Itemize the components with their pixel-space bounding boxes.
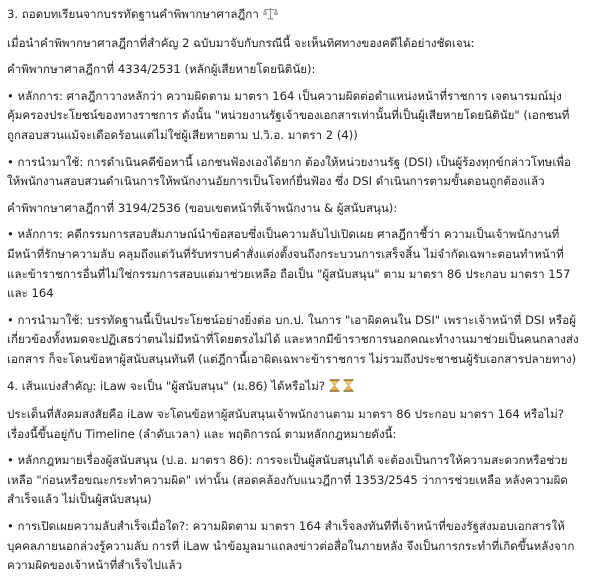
scales-icon: [263, 7, 278, 27]
bullet-label: การเปิดเผยความลับสำเร็จเมื่อใด?:: [17, 519, 189, 534]
application-label: การนำมาใช้:: [17, 312, 84, 327]
application-text: การดำเนินคดีข้อหานี้ เอกชนฟ้องเองได้ยาก ต้องให้หน่วยงานรัฐ (DSI) เป็นผู้ร้องทุกข์กล่าวโทษเพื่อให้พนักงานสอบสวนดำเนินการให้พนักงานอัยการเป็นโจทก์ยื่นฟ้อง ซึ่ง DSI ดำเนินการตามขั้นตอนถูกต้องแล้ว: [7, 154, 571, 189]
case-2-principle: • หลักการ: คดีกรรมการสอบสัมภาษณ์นำข้อสอบซึ่งเป็นความลับไปเปิดเผย ศาลฎีกาชี้ว่า ความเป็นเจ้าพนักงานที่มีหน้าที่รักษาความลับ คลุมถึงแต่วันที่รับทราบคำสั่งแต่งตั้งจนถึงกระบวนการเสร็จสิ้น ไม่จำกัดเฉพาะตอนทำหน้าที่ และข้าราชการอื่นที่ไม่ใช่กรรมการสอบแต่มาช่วยเหลือ ถือเป็น "ผู้สนับสนุน" ตาม มาตรา 86 ประกอบ มาตรา 157 และ 164: [7, 227, 571, 301]
principle-label: หลักการ:: [17, 88, 63, 103]
section-4-bullet-1: • หลักกฎหมายเรื่องผู้สนับสนุน (ป.อ. มาตรา 86): การจะเป็นผู้สนับสนุนได้ จะต้องเป็นการให้ความสะดวกหรือช่วยเหลือ "ก่อนหรือขณะกระทำความผิด" เท่านั้น (สอดคล้องกับแนวฎีกาที่ 1353/2545 ว่าการช่วยเหลือ หลังความผิดสำเร็จแล้ว ไม่เป็นผู้สนับสนุน): [7, 453, 568, 507]
principle-text: คดีกรรมการสอบสัมภาษณ์นำข้อสอบซึ่งเป็นความลับไปเปิดเผย ศาลฎีกาชี้ว่า ความเป็นเจ้าพนักงานที่มีหน้าที่รักษาความลับ คลุมถึงแต่วันที่รับทราบคำสั่งแต่งตั้งจนถึงกระบวนการเสร็จสิ้น ไม่จำกัดเฉพาะตอนทำหน้าที่ และข้าราชการอื่นที่ไม่ใช่กรรมการสอบแต่มาช่วยเหลือ ถือเป็น "ผู้สนับสนุน" ตาม มาตรา 86 ประกอบ มาตรา 157 และ 164: [7, 227, 571, 301]
case-1-principle: • หลักการ: ศาลฎีกาวางหลักว่า ความผิดตาม มาตรา 164 เป็นความผิดต่อตำแหน่งหน้าที่ราชการ เจตนารมณ์มุ่งคุ้มครองประโยชน์ของทางราชการ ดังนั้น "หน่วยงานรัฐเจ้าของเอกสารเท่านั้นที่เป็นผู้เสียหายโดยนิตินัย" (เอกชนที่ถูกสอบสวนแม้จะเดือดร้อนแต่ไม่ใช่ผู้เสียหายตาม ป.วิ.อ. มาตรา 2 (4)): [7, 88, 570, 142]
section-4-heading: 4. เส้นแบ่งสำคัญ: iLaw จะเป็น "ผู้สนับสนุน" (ม.86) ได้หรือไม่?: [7, 377, 579, 399]
section-4-bullet-2: • การเปิดเผยความลับสำเร็จเมื่อใด?: ความผิดตาม มาตรา 164 สำเร็จลงทันทีที่เจ้าหน้าที่ของรัฐส่งมอบเอกสารให้บุคคลภายนอกล่วงรู้ความลับ การที่ iLaw นำข้อมูลมาแถลงข่าวต่อสื่อในภายหลัง จึงเป็นการกระทำที่เกิดขึ้นหลังจากความผิดของเจ้าหน้าที่สำเร็จไปแล้ว: [7, 519, 575, 573]
application-text: บรรทัดฐานนี้เป็นประโยชน์อย่างยิ่งต่อ บก.ป. ในการ "เอาผิดคนใน DSI" เพราะเจ้าหน้าที่ DSI หรือผู้เกี่ยวข้องทั้งหมดจะปฏิเสธว่าตนไม่มีหน้าที่โดยตรงไม่ได้ และหากมีข้าราชการนอกคณะทำงานมาช่วยเป็นคนกลางส่งเอกสาร ก็จะโดนข้อหาผู้สนับสนุนทันที (แต่ฎีกานี้เอาผิดเฉพาะข้าราชการ ไม่รวมถึงประชาชนผู้รับเอกสารปลายทาง): [7, 312, 579, 366]
case-2-application: • การนำมาใช้: บรรทัดฐานนี้เป็นประโยชน์อย่างยิ่งต่อ บก.ป. ในการ "เอาผิดคนใน DSI" เพราะเจ้าหน้าที่ DSI หรือผู้เกี่ยวข้องทั้งหมดจะปฏิเสธว่าตนไม่มีหน้าที่โดยตรงไม่ได้ และหากมีข้าราชการนอกคณะทำงานมาช่วยเป็นคนกลางส่งเอกสาร ก็จะโดนข้อหาผู้สนับสนุนทันที (แต่ฎีกานี้เอาผิดเฉพาะข้าราชการ ไม่รวมถึงประชาชนผู้รับเอกสารปลายทาง): [7, 312, 579, 366]
case-1-title: คำพิพากษาศาลฎีกาที่ 4334/2531 (หลักผู้เสียหายโดยนิตินัย):: [7, 62, 316, 77]
section-3-intro: เมื่อนำคำพิพากษาศาลฎีกาที่สำคัญ 2 ฉบับมาจับกับกรณีนี้ จะเห็นทิศทางของคดีได้อย่างชัดเจน:: [7, 35, 475, 50]
bullet-text: (ป.อ. มาตรา 86): การจะเป็นผู้สนับสนุนได้ จะต้องเป็นการให้ความสะดวกหรือช่วยเหลือ "ก่อนหรือขณะกระทำความผิด" เท่านั้น (สอดคล้องกับแนวฎีกาที่ 1353/2545 ว่าการช่วยเหลือ หลังความผิดสำเร็จแล้ว ไม่เป็นผู้สนับสนุน): [7, 453, 568, 507]
application-label: การนำมาใช้:: [17, 154, 84, 169]
bullet-text: ความผิดตาม มาตรา 164 สำเร็จลงทันทีที่เจ้าหน้าที่ของรัฐส่งมอบเอกสารให้บุคคลภายนอกล่วงรู้ความลับ การที่ iLaw นำข้อมูลมาแถลงข่าวต่อสื่อในภายหลัง จึงเป็นการกระทำที่เกิดขึ้นหลังจากความผิดของเจ้าหน้าที่สำเร็จไปแล้ว: [7, 519, 575, 573]
principle-text: ศาลฎีกาวางหลักว่า ความผิดตาม มาตรา 164 เป็นความผิดต่อตำแหน่งหน้าที่ราชการ เจตนารมณ์มุ่งคุ้มครองประโยชน์ของทางราชการ ดังนั้น "หน่วยงานรัฐเจ้าของเอกสารเท่านั้นที่เป็นผู้เสียหายโดยนิตินัย" (เอกชนที่ถูกสอบสวนแม้จะเดือดร้อนแต่ไม่ใช่ผู้เสียหายตาม ป.วิ.อ. มาตรา 2 (4)): [7, 88, 570, 142]
case-1-application: • การนำมาใช้: การดำเนินคดีข้อหานี้ เอกชนฟ้องเองได้ยาก ต้องให้หน่วยงานรัฐ (DSI) เป็นผู้ร้องทุกข์กล่าวโทษเพื่อให้พนักงานสอบสวนดำเนินการให้พนักงานอัยการเป็นโจทก์ยื่นฟ้อง ซึ่ง DSI ดำเนินการตามขั้นตอนถูกต้องแล้ว: [7, 154, 571, 189]
case-2-title: คำพิพากษาศาลฎีกาที่ 3194/2536 (ขอบเขตหน้าที่เจ้าพนักงาน & ผู้สนับสนุน):: [7, 200, 398, 215]
principle-label: หลักการ:: [17, 227, 63, 242]
section-3-heading: 3. ถอดบทเรียนจากบรรทัดฐานคำพิพากษาศาลฎีกา: [7, 5, 579, 27]
hourglass-icon: [329, 379, 355, 399]
bullet-label: หลักกฎหมายเรื่องผู้สนับสนุน: [17, 453, 158, 468]
section-4-intro: ประเด็นที่สังคมสงสัยคือ iLaw จะโดนข้อหาผู้สนับสนุนเจ้าพนักงานตาม มาตรา 86 ประกอบ มาตรา 164 หรือไม่? เรื่องนี้ขึ้นอยู่กับ Timeline (ลำดับเวลา) และ พฤติการณ์ ตามหลักกฎหมายดังนี้:: [7, 407, 564, 441]
